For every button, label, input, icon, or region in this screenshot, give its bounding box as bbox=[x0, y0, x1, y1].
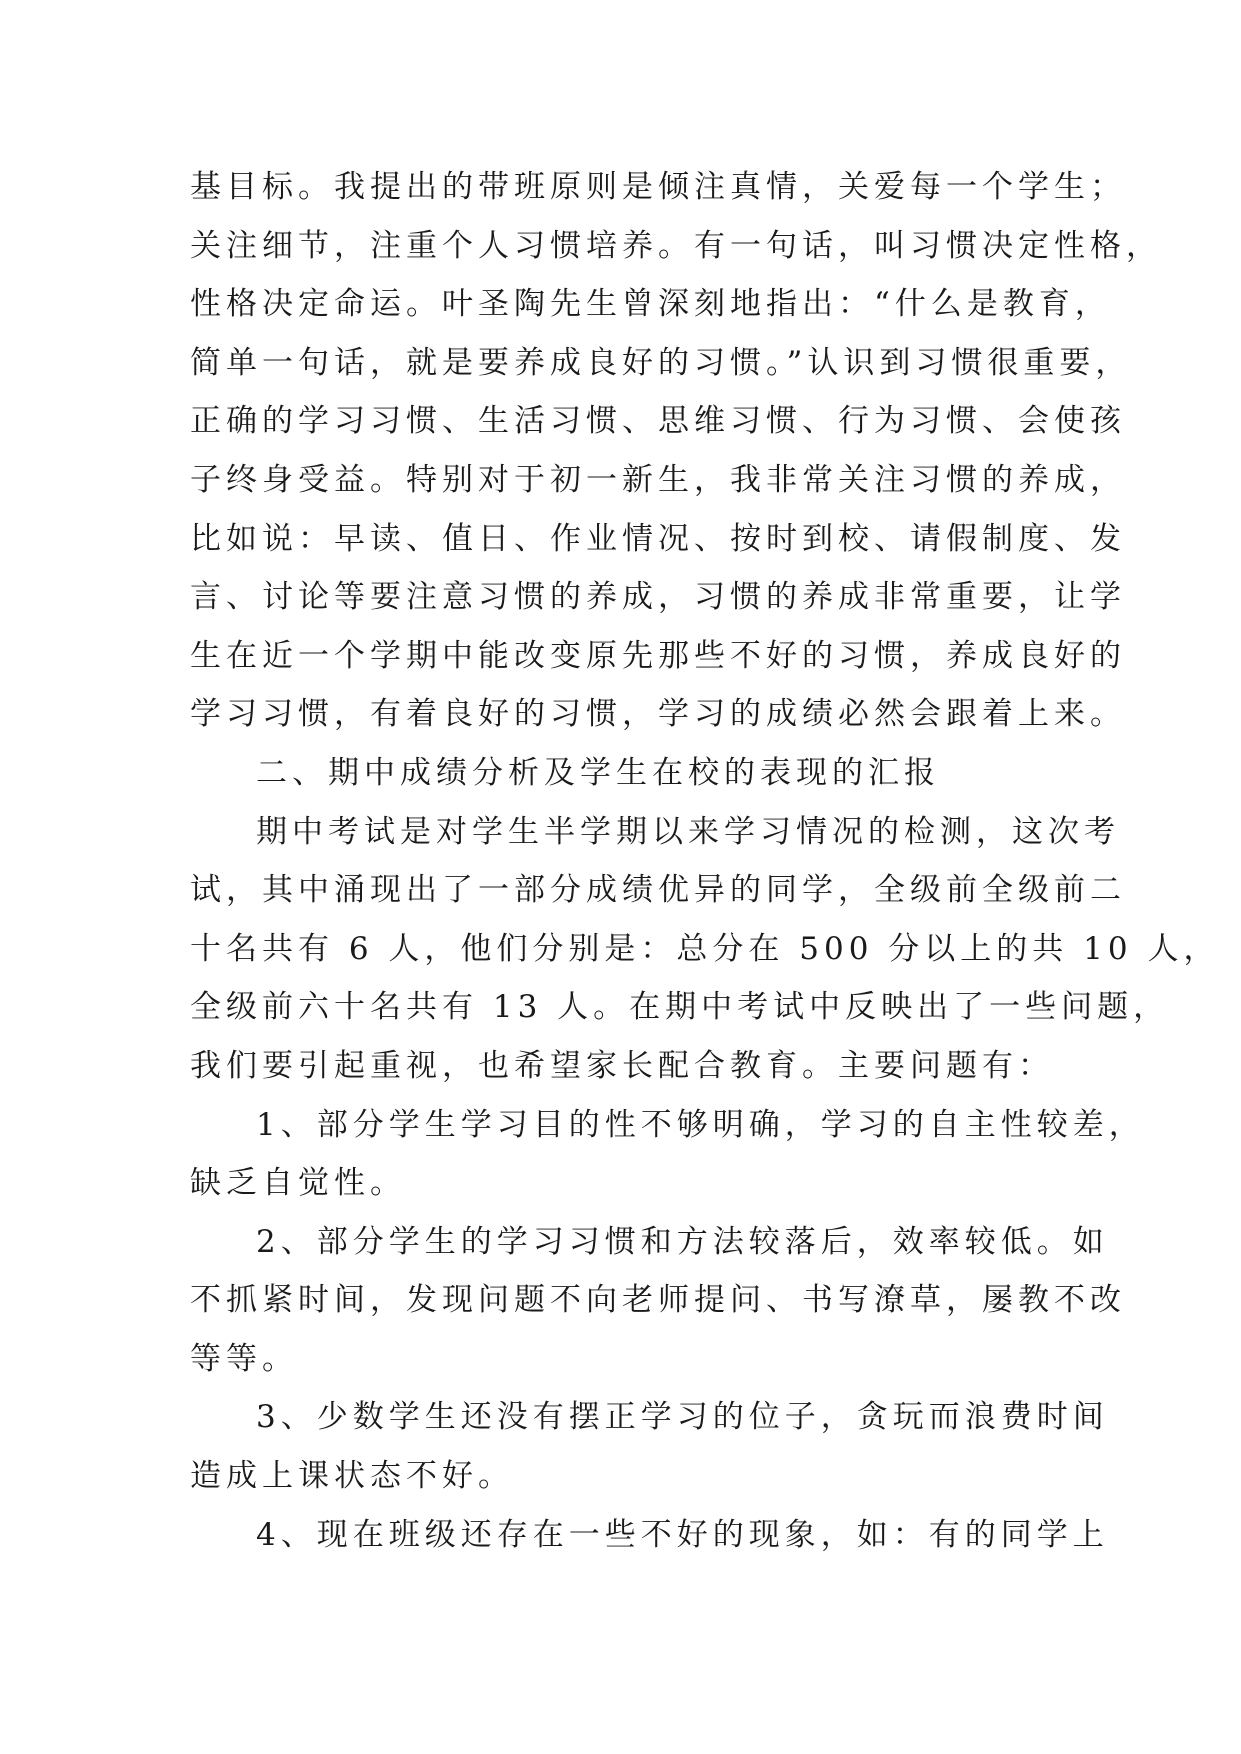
text-line: 我们要引起重视，也希望家长配合教育。主要问题有： bbox=[190, 1047, 1054, 1084]
text-line: 性格决定命运。叶圣陶先生曾深刻地指出：“什么是教育， bbox=[190, 286, 1111, 323]
text-line: 2、部分学生的学习习惯和方法较落后，效率较低。如 bbox=[256, 1223, 1109, 1260]
text-line: 基目标。我提出的带班原则是倾注真情，关爱每一个学生； bbox=[190, 169, 1126, 205]
text-line: 正确的学习习惯、生活习惯、思维习惯、行为习惯、会使孩 bbox=[190, 403, 1126, 440]
text-line: 缺乏自觉性。 bbox=[190, 1165, 406, 1202]
text-line: 1、部分学生学习目的性不够明确，学习的自主性较差， bbox=[256, 1106, 1145, 1143]
text-line: 十名共有 6 人，他们分别是：总分在 500 分以上的共 10 人， bbox=[190, 930, 1220, 967]
text-line: 简单一句话，就是要养成良好的习惯。”认识到习惯很重要， bbox=[190, 344, 1132, 381]
text-line: 期中考试是对学生半学期以来学习情况的检测，这次考 bbox=[256, 813, 1120, 850]
text-line: 4、现在班级还存在一些不好的现象，如：有的同学上 bbox=[256, 1516, 1109, 1553]
text-line: 学习习惯，有着良好的习惯，学习的成绩必然会跟着上来。 bbox=[190, 696, 1126, 733]
text-line: 3、少数学生还没有摆正学习的位子，贪玩而浪费时间 bbox=[256, 1399, 1109, 1436]
document-body bbox=[190, 158, 1220, 1564]
text-line: 比如说：早读、值日、作业情况、按时到校、请假制度、发 bbox=[190, 520, 1126, 557]
text-line: 子终身受益。特别对于初一新生，我非常关注习惯的养成， bbox=[190, 461, 1126, 498]
text-line: 试，其中涌现出了一部分成绩优异的同学，全级前全级前二 bbox=[190, 872, 1126, 909]
text-line: 造成上课状态不好。 bbox=[190, 1458, 514, 1495]
text-line: 不抓紧时间，发现问题不向老师提问、书写潦草，屡教不改 bbox=[190, 1282, 1126, 1319]
text-line: 二、期中成绩分析及学生在校的表现的汇报 bbox=[256, 754, 940, 791]
text-line: 言、讨论等要注意习惯的养成，习惯的养成非常重要，让学 bbox=[190, 579, 1126, 616]
text-line: 关注细节，注重个人习惯培养。有一句话，叫习惯决定性格， bbox=[190, 227, 1162, 264]
text-line: 等等。 bbox=[190, 1340, 298, 1377]
text-line: 生在近一个学期中能改变原先那些不好的习惯，养成良好的 bbox=[190, 637, 1126, 674]
text-line: 全级前六十名共有 13 人。在期中考试中反映出了一些问题， bbox=[190, 989, 1170, 1026]
